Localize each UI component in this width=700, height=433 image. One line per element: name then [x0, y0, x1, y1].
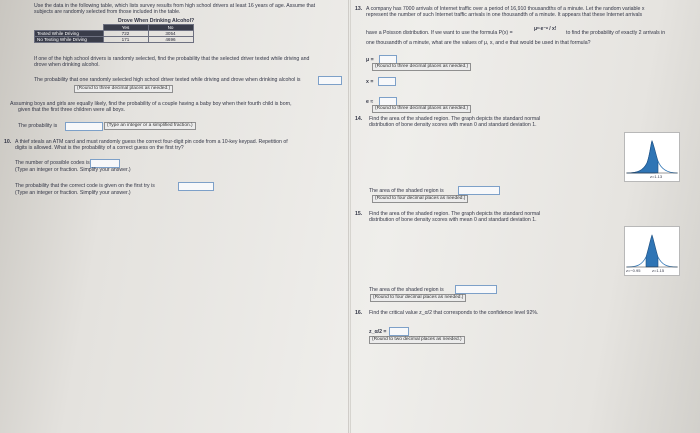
cell-notext-yes: 171: [103, 37, 148, 43]
babies-prob-label: The probability is: [18, 123, 58, 129]
q13-text-3a: have a Poisson distribution. If we want to use the formula P(x) =: [366, 30, 513, 36]
q10-codes-label: The number of possible codes is: [15, 160, 90, 166]
q15-tick-1: z=−0.95: [626, 268, 641, 273]
q16-text: Find the critical value z_α/2 that corresponds to the confidence level 92%.: [369, 310, 539, 316]
q15-text-2: distribution of bone density scores with mean 0 and standard deviation 1.: [369, 217, 537, 223]
q14-tick: z=1.13: [650, 174, 663, 179]
q14-text-1: Find the area of the shaded region. The graph depicts the standard normal: [369, 116, 541, 122]
q10-number: 10.: [4, 139, 12, 145]
q16-number: 16.: [355, 310, 363, 316]
q14-area-input[interactable]: [458, 186, 500, 195]
cell-notext-no: 4696: [148, 37, 193, 43]
q15-hint: (Round to four decimal places as needed.): [370, 294, 466, 302]
x-input[interactable]: [378, 77, 396, 86]
q9-part1-a: If one of the high school drivers is randomly selected, find the probability that the selected driver texted while driving and: [34, 56, 310, 62]
cell-texted-no: 3054: [148, 31, 193, 37]
mu-hint: (Round to three decimal places as needed.): [372, 63, 471, 71]
z-input[interactable]: [389, 327, 409, 336]
q15-curve-left: [627, 257, 646, 267]
q9-hint: (Round to three decimal places as needed.): [74, 85, 173, 93]
col-no: No: [148, 25, 193, 31]
q10-prob-hint: (Type an integer or fraction. Simplify your answer.): [15, 190, 131, 196]
table-title: Drove When Drinking Alcohol?: [118, 18, 195, 24]
q15-tick-2: z=1.15: [652, 268, 665, 273]
q10-codes-hint: (Type an integer or fraction. Simplify your answer.): [15, 167, 131, 173]
e-label: e ≈: [366, 99, 374, 105]
babies-answer-input[interactable]: [65, 122, 103, 131]
q14-text-2: distribution of bone density scores with mean 0 and standard deviation 1.: [369, 122, 537, 128]
q15-number: 15.: [355, 211, 363, 217]
q15-area-label: The area of the shaded region is: [369, 287, 444, 293]
q15-shaded-region: [646, 235, 658, 267]
q13-text-3b: to find the probability of exactly 2 arrivals in: [566, 30, 666, 36]
q10-prob-label: The probability that the correct code is given on the first try is: [15, 183, 155, 189]
q15-text-1: Find the area of the shaded region. The graph depicts the standard normal: [369, 211, 541, 217]
row-label-texted: Texted While Driving: [35, 31, 104, 37]
row-label-no-texting: No Texting While Driving: [35, 37, 104, 43]
q14-number: 14.: [355, 116, 363, 122]
babies-hint: (Type an integer or a simplified fraction.): [104, 122, 196, 130]
page-fold: [348, 0, 351, 433]
q13-number: 13.: [355, 6, 363, 12]
q9-part1-b: drove when drinking alcohol.: [34, 62, 100, 68]
cell-texted-yes: 722: [103, 31, 148, 37]
survey-table: [34, 24, 194, 43]
z-label: z_α/2 =: [369, 329, 387, 335]
q14-shaded-region: [627, 141, 658, 173]
q14-area-label: The area of the shaded region is: [369, 188, 444, 194]
mu-label: μ =: [366, 57, 374, 63]
q10-text-1: A thief steals an ATM card and must randomly guess the correct four-digit pin code from a 10-key keypad. Repetition of: [15, 139, 288, 145]
babies-text-1: Assuming boys and girls are equally likely, find the probability of a couple having a baby boy when their fourth child is born,: [10, 101, 292, 107]
q10-prob-input[interactable]: [178, 182, 214, 191]
q14-curve-tail: [658, 161, 677, 173]
col-yes: Yes: [103, 25, 148, 31]
q15-curve-right: [658, 257, 677, 267]
q9-part2: The probability that one randomly selected high school driver texted while driving and drove when drinking alcohol is: [34, 77, 301, 83]
poisson-formula: μˣ·e⁻ᵘ / x!: [534, 26, 557, 32]
q16-hint: (Round to two decimal places as needed.): [369, 336, 465, 344]
q9-intro-1: Use the data in the following table, which lists survey results from high school drivers at least 16 years of age. Assume that: [34, 3, 316, 9]
q9-answer-input[interactable]: [318, 76, 342, 85]
q10-text-2: digits is allowed. What is the probability of a correct guess on the first try?: [15, 145, 184, 151]
babies-text-2: given that the first three children were all boys.: [18, 107, 125, 113]
q14-hint: (Round to four decimal places as needed.): [372, 195, 468, 203]
e-hint: (Round to three decimal places as needed.): [372, 105, 471, 113]
q13-text-1: A company has 7000 arrivals of Internet traffic over a period of 16,910 thousandths of a minute. Let the random variable x: [366, 6, 645, 12]
q13-text-4: one thousandth of a minute, what are the values of μ, x, and e that would be used in that formula?: [366, 40, 591, 46]
q15-area-input[interactable]: [455, 285, 497, 294]
q13-text-2: represent the number of such Internet traffic arrivals in one thousandth of a minute. It appears that these Internet arrivals: [366, 12, 643, 18]
x-label: x =: [366, 79, 374, 85]
q9-intro-2: subjects are randomly selected from those included in the table.: [34, 9, 181, 15]
